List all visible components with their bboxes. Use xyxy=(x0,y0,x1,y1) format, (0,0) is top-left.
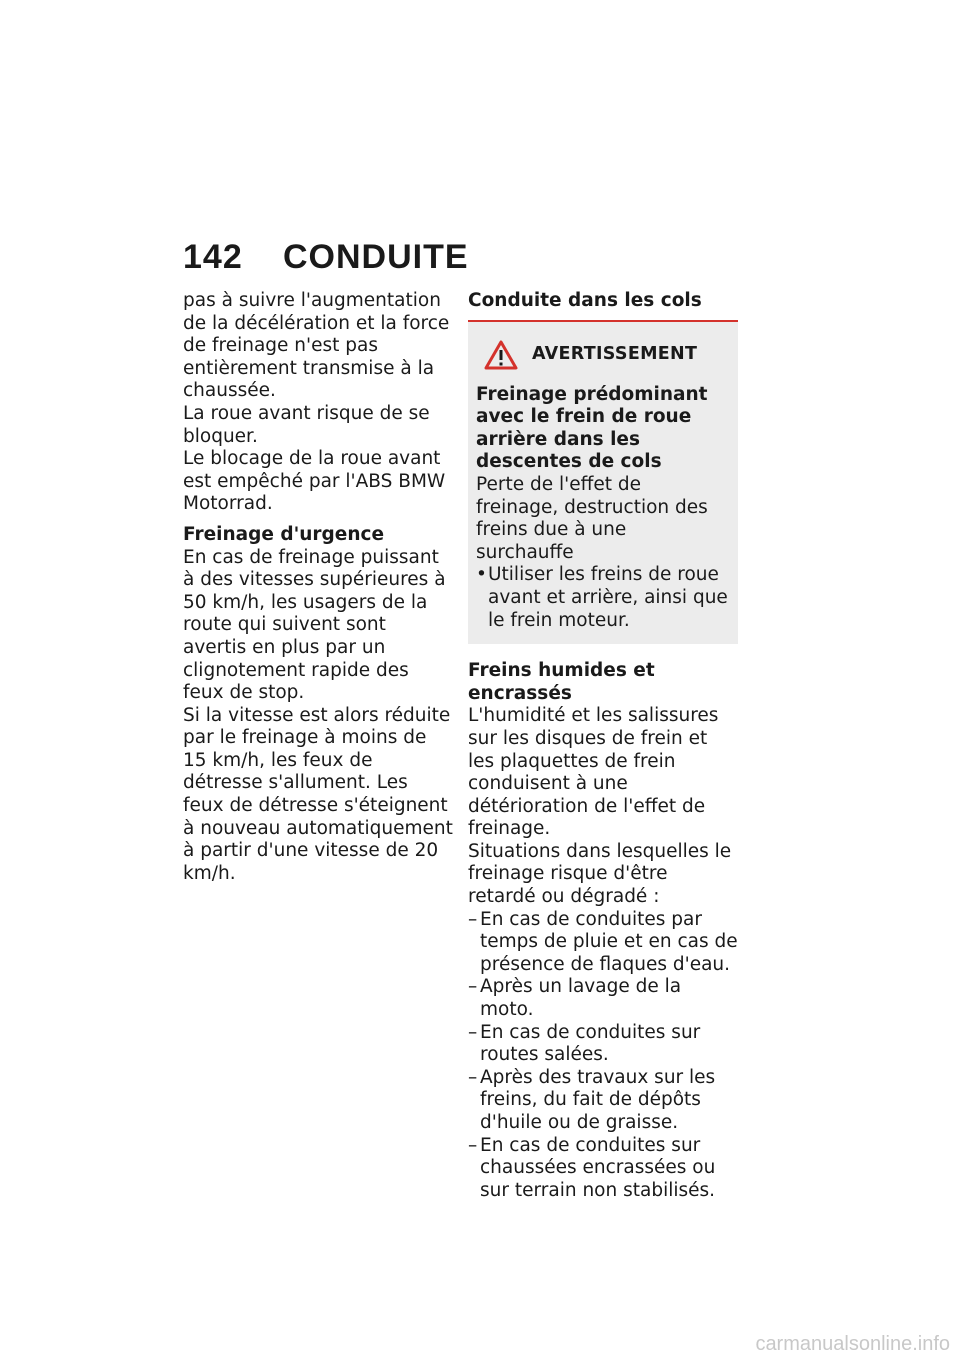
emergency-braking-paragraph-1: En cas de freinage puissant à des vitesses supérieures à 50 km/h, les usagers de la route qui suivent sont avertis en plus par un clignotement rapide des feux de stop. xyxy=(183,546,446,704)
page-header xyxy=(183,238,469,277)
wet-brakes-paragraph-1: L'humidité et les salissures sur les disques de frein et les plaquettes de frein conduisent à une détérioration de l'effet de freinage. xyxy=(468,705,719,840)
dash-mark: – xyxy=(468,1134,478,1156)
warning-hazard: Freinage prédominant avec le frein de roue arrière dans les descentes de cols xyxy=(476,383,708,473)
warning-action-text: Utiliser les freins de roue avant et arrière, ainsi que le frein moteur. xyxy=(488,564,728,631)
list-item xyxy=(468,976,738,1021)
situations-list xyxy=(468,909,738,1203)
list-item xyxy=(468,1067,738,1135)
emergency-braking-paragraph-2: Si la vitesse est alors réduite par le freinage à moins de 15 km/h, les feux de détresse s'allument. Les feux de détresse s'éteignent à nouveau automatiquement à partir d'une vitesse de 20 km/h. xyxy=(183,704,453,884)
mountain-pass-title: Conduite dans les cols xyxy=(468,290,702,311)
dash-mark: – xyxy=(468,1066,478,1088)
list-item-text: En cas de conduites par temps de pluie et en cas de présence de flaques d'eau. xyxy=(480,908,738,975)
warning-label: AVERTISSEMENT xyxy=(532,344,698,365)
dash-mark: – xyxy=(468,1021,478,1043)
warning-action xyxy=(476,564,728,632)
list-item-text: En cas de conduites sur chaussées encrassées ou sur terrain non stabilisés. xyxy=(480,1134,716,1201)
wet-brakes-paragraph-2: Situations dans lesquelles le freinage risque d'être retardé ou dégradé : xyxy=(468,840,732,908)
right-column xyxy=(468,290,738,1202)
warning-consequence: Perte de l'effet de freinage, destruction des freins due à une surchauffe xyxy=(476,473,708,563)
wet-brakes-title: Freins humides et encrassés xyxy=(468,660,655,704)
list-item xyxy=(468,1135,738,1203)
dash-mark: – xyxy=(468,976,478,998)
list-item-text: Après des travaux sur les freins, du fait de dépôts d'huile ou de graisse. xyxy=(480,1066,716,1133)
chapter-title: CONDUITE xyxy=(283,238,469,276)
warning-box xyxy=(468,320,738,645)
watermark: carmanualsonline.info xyxy=(755,1333,950,1355)
page-number: 142 xyxy=(183,238,243,276)
left-column xyxy=(183,290,453,885)
bullet-mark: • xyxy=(476,564,487,586)
dash-mark: – xyxy=(468,908,478,930)
warning-triangle-icon xyxy=(484,340,518,370)
list-item xyxy=(468,909,738,977)
warning-header xyxy=(484,340,728,370)
intro-paragraph-2: La roue avant risque de se bloquer. xyxy=(183,402,430,447)
intro-paragraph-1: pas à suivre l'augmentation de la décélération et la force de freinage n'est pas entièrement transmise à la chaussée. xyxy=(183,290,450,402)
emergency-braking-title: Freinage d'urgence xyxy=(183,523,385,545)
list-item-text: Après un lavage de la moto. xyxy=(480,976,682,1021)
intro-paragraph-3: Le blocage de la roue avant est empêché par l'ABS BMW Motorrad. xyxy=(183,448,446,515)
list-item-text: En cas de conduites sur routes salées. xyxy=(480,1021,701,1066)
list-item xyxy=(468,1022,738,1067)
